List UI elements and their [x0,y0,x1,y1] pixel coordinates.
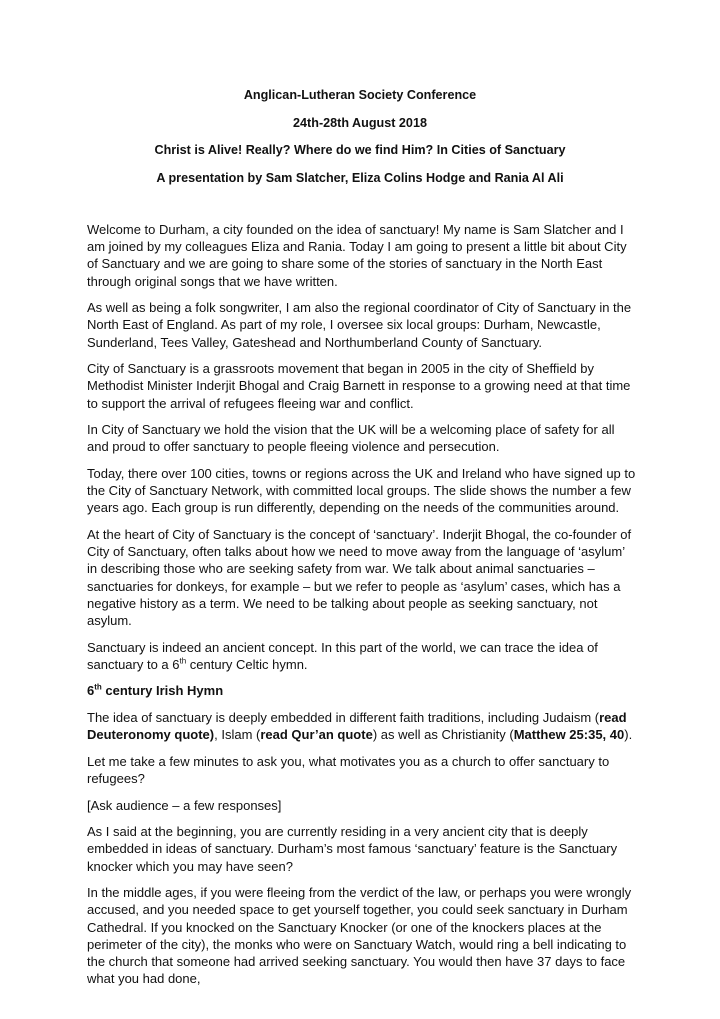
paragraph-durham: As I said at the beginning, you are currently residing in a very ancient city that is deeply embedded in ideas of sanctuary. Durham’s most famous ‘sanctuary’ feature is the Sanctuary knocker which you may have seen? [87,824,618,874]
superscript: th [94,683,102,693]
presentation-title: Christ is Alive! Really? Where do we find Him? In Cities of Sanctuary [154,143,566,157]
paragraph-middle-ages: In the middle ages, if you were fleeing from the verdict of the law, or perhaps you were wrongly accused, and you needed space to get yourself together, you could seek sanctuary in Durham Cathedral. If you knocked on the Sanctuary Knocker (or one of the knockers places at the perimeter of the city), the monks who were on Sanctuary Watch, would ring a bell indicating to the church that someone had arrived seeking sanctuary. You would then have 37 days to face what you had done, [87,885,632,987]
conference-dates: 24th-28th August 2018 [293,116,427,130]
paragraph-origins: City of Sanctuary is a grassroots movement that began in 2005 in the city of Sheffield by Methodist Minister Inderjit Bhogal and Craig Barnett in response to a growing need at that time to support the arrival of refugees fleeing war and conflict. [87,361,631,411]
paragraph-vision: In City of Sanctuary we hold the vision that the UK will be a welcoming place of safety for all and proud to offer sanctuary to people fleeing violence and persecution. [87,422,615,455]
text-span: The idea of sanctuary is deeply embedded in different faith traditions, including Judaism ( [87,710,600,725]
paragraph-network: Today, there over 100 cities, towns or regions across the UK and Ireland who have signed up to the City of Sanctuary Network, with committed local groups. The slide shows the number a few years ago. Each group is run differently, depending on the needs of the communities around. [87,466,636,516]
text-span: Sanctuary is indeed an ancient concept. In this part of the world, we can trace the idea of sanctuary to a 6 [87,639,598,672]
deuteronomy-note: read Deuteronomy quote) [87,710,627,743]
text-span: 6 [87,683,95,699]
paragraph-concept: At the heart of City of Sanctuary is the concept of ‘sanctuary’. Inderjit Bhogal, the co-founder of City of Sanctuary, often talks about how we need to move away from the language of ‘asylum’ in describing those who are seeking safety from war. We talk about animal sanctuaries – sanctuaries for donkeys, for example – but we refer to people as ‘asylum’ cases, which has a negative history as a term. We need to be talking about people as seeking sanctuary, not asylum. [87,527,632,629]
matthew-reference: Matthew 25:35, 40 [513,727,625,743]
quran-note: read Qur’an quote [260,727,373,743]
conference-name: Anglican-Lutheran Society Conference [243,88,477,102]
paragraph-question: Let me take a few minutes to ask you, what motivates you as a church to offer sanctuary to refugees? [87,753,610,786]
text-span: ). [624,727,633,743]
paragraph-role: As well as being a folk songwriter, I am also the regional coordinator of City of Sanctuary in the North East of England. As part of my role, I oversee six local groups: Durham, Newcastle, Sunderland, Tees Valley, Gateshead and Northumberland County of Sanctuary. [87,300,632,350]
paragraph-ancient-concept [87,639,637,673]
paragraph-audience-note: [Ask audience – a few responses] [87,797,282,813]
paragraph-faith-traditions [87,709,637,743]
text-span: century Celtic hymn. [186,656,308,672]
document-body [87,221,637,997]
superscript: th [179,656,187,666]
text-span: , Islam ( [214,727,261,743]
text-span: ) as well as Christianity ( [372,727,514,743]
paragraph-welcome: Welcome to Durham, a city founded on the idea of sanctuary! My name is Sam Slatcher and I am joined by my colleagues Eliza and Rania. Today I am going to present a little bit about City of Sanctuary and we are going to share some of the stories of sanctuary in the North East through original songs that we have written. [87,222,627,289]
text-span: century Irish Hymn [101,683,224,699]
presenters-line: A presentation by Sam Slatcher, Eliza Colins Hodge and Rania Al Ali [156,171,564,185]
subheading-irish-hymn [87,682,637,699]
